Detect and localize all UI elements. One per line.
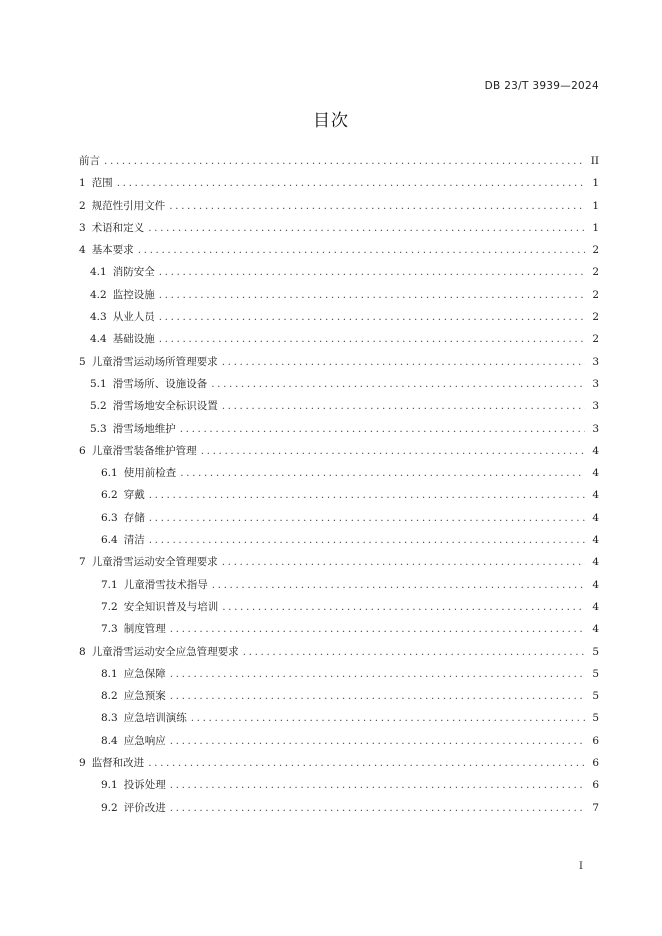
- toc-entry[interactable]: [79, 618, 599, 640]
- toc-leader-dots: [149, 484, 585, 506]
- toc-entry-label: 儿童滑雪运动安全应急管理要求: [91, 645, 239, 658]
- toc-leader-dots: [138, 239, 585, 261]
- toc-entry-number: 6: [79, 444, 86, 457]
- toc-entry-page: 7: [592, 801, 599, 814]
- toc-entry[interactable]: [79, 596, 599, 618]
- toc-entry-page: 5: [592, 645, 599, 658]
- table-of-contents: [79, 150, 599, 819]
- toc-entry-page: 4: [592, 511, 599, 524]
- toc-entry[interactable]: [79, 306, 599, 328]
- toc-leader-dots: [211, 373, 585, 395]
- toc-entry-number: 8.1: [101, 667, 118, 680]
- toc-leader-dots: [201, 440, 585, 462]
- toc-entry[interactable]: [79, 172, 599, 194]
- toc-entry-number: 4.2: [90, 288, 107, 301]
- toc-entry-page: 6: [592, 734, 599, 747]
- toc-leader-dots: [170, 730, 585, 752]
- toc-entry-label: 使用前检查: [123, 467, 177, 480]
- toc-entry-number: 9: [79, 757, 86, 770]
- toc-entry-page: 3: [592, 400, 599, 413]
- toc-leader-dots: [191, 707, 585, 729]
- toc-entry-label: 滑雪场所、设施设备: [112, 377, 208, 390]
- toc-entry-label: 应急保障: [123, 667, 166, 680]
- toc-entry[interactable]: [79, 774, 599, 796]
- toc-entry[interactable]: [79, 551, 599, 573]
- toc-entry-label: 基础设施: [112, 333, 155, 346]
- toc-leader-dots: [159, 284, 585, 306]
- toc-entry-number: 6.4: [101, 534, 118, 547]
- toc-entry-page: 4: [592, 444, 599, 457]
- toc-entry-number: 6.2: [101, 489, 118, 502]
- toc-leader-dots: [117, 172, 585, 194]
- toc-entry[interactable]: [79, 373, 599, 395]
- toc-entry-number: 1: [79, 177, 86, 190]
- toc-entry[interactable]: [79, 217, 599, 239]
- toc-entry-number: 4.4: [90, 333, 107, 346]
- toc-entry-number: 9.2: [101, 801, 118, 814]
- toc-entry-number: 4: [79, 244, 86, 257]
- toc-leader-dots: [159, 328, 585, 350]
- toc-entry-page: 2: [592, 288, 599, 301]
- toc-entry[interactable]: [79, 507, 599, 529]
- toc-entry-label: 投诉处理: [123, 779, 166, 792]
- toc-entry-page: 2: [592, 311, 599, 324]
- toc-entry-label: 应急预案: [123, 690, 166, 703]
- toc-entry[interactable]: [79, 730, 599, 752]
- toc-entry-number: 9.1: [101, 779, 118, 792]
- toc-entry[interactable]: [79, 239, 599, 261]
- toc-entry-label: 儿童滑雪装备维护管理: [91, 444, 197, 457]
- toc-entry-label: 儿童滑雪技术指导: [123, 578, 208, 591]
- toc-entry-page: II: [590, 155, 599, 167]
- toc-entry-label: 儿童滑雪运动安全管理要求: [91, 556, 218, 569]
- toc-entry-label: 规范性引用文件: [91, 199, 166, 212]
- toc-entry-label: 穿戴: [123, 489, 145, 502]
- toc-leader-dots: [169, 195, 585, 217]
- toc-leader-dots: [180, 418, 585, 440]
- toc-entry-label: 评价改进: [123, 801, 166, 814]
- toc-entry-number: 8.2: [101, 690, 118, 703]
- toc-entry[interactable]: [79, 641, 599, 663]
- toc-leader-dots: [222, 395, 585, 417]
- toc-entry-number: 7: [79, 556, 86, 569]
- toc-entry-page: 1: [592, 177, 599, 190]
- toc-entry[interactable]: [79, 685, 599, 707]
- toc-leader-dots: [222, 551, 585, 573]
- toc-entry-label: 基本要求: [91, 244, 134, 257]
- toc-entry-page: 5: [592, 690, 599, 703]
- toc-entry-page: 3: [592, 377, 599, 390]
- toc-entry-page: 6: [592, 757, 599, 770]
- toc-entry-page: 1: [592, 199, 599, 212]
- toc-entry-number: 3: [79, 221, 86, 234]
- toc-entry-page: 4: [592, 467, 599, 480]
- page-title: 目次: [313, 111, 349, 131]
- toc-entry-page: 4: [592, 534, 599, 547]
- toc-entry[interactable]: [79, 484, 599, 506]
- toc-entry-label: 安全知识普及与培训: [123, 600, 219, 613]
- toc-entry[interactable]: [79, 418, 599, 440]
- toc-entry-page: 3: [592, 355, 599, 368]
- toc-leader-dots: [148, 752, 585, 774]
- toc-entry-page: 5: [592, 712, 599, 725]
- toc-entry-number: 6.1: [101, 467, 118, 480]
- toc-entry-page: 4: [592, 489, 599, 502]
- toc-entry-page: 2: [592, 244, 599, 257]
- toc-entry[interactable]: [79, 797, 599, 819]
- toc-entry-page: 4: [592, 578, 599, 591]
- toc-entry-number: 7.3: [101, 623, 118, 636]
- toc-entry-label: 从业人员: [112, 311, 155, 324]
- page-number: I: [578, 860, 583, 872]
- toc-entry-page: 5: [592, 667, 599, 680]
- toc-entry-page: 2: [592, 266, 599, 279]
- toc-entry-label: 清洁: [123, 534, 145, 547]
- toc-leader-dots: [212, 574, 585, 596]
- toc-leader-dots: [222, 351, 585, 373]
- toc-leader-dots: [149, 507, 585, 529]
- toc-entry-page: 6: [592, 779, 599, 792]
- toc-entry-number: 5.3: [90, 422, 107, 435]
- toc-entry-page: 3: [592, 422, 599, 435]
- toc-entry-number: 7.1: [101, 578, 118, 591]
- toc-leader-dots: [170, 685, 585, 707]
- toc-entry-label: 消防安全: [112, 266, 155, 279]
- toc-entry-label: 范围: [91, 177, 113, 190]
- toc-entry-number: 5.1: [90, 377, 107, 390]
- toc-leader-dots: [149, 529, 585, 551]
- toc-entry[interactable]: [79, 462, 599, 484]
- toc-leader-dots: [159, 261, 585, 283]
- toc-entry-number: 5: [79, 355, 86, 368]
- toc-leader-dots: [170, 774, 585, 796]
- toc-entry-number: 4.1: [90, 266, 107, 279]
- toc-entry[interactable]: [79, 261, 599, 283]
- toc-entry-label: 监控设施: [112, 288, 155, 301]
- toc-entry-label: 滑雪场地安全标识设置: [112, 400, 218, 413]
- toc-entry[interactable]: [79, 440, 599, 462]
- toc-leader-dots: [159, 306, 585, 328]
- toc-entry-number: 6.3: [101, 511, 118, 524]
- toc-entry[interactable]: [79, 663, 599, 685]
- toc-entry[interactable]: [79, 752, 599, 774]
- toc-leader-dots: [148, 217, 585, 239]
- toc-entry[interactable]: [79, 574, 599, 596]
- toc-entry[interactable]: [79, 150, 599, 172]
- toc-leader-dots: [170, 663, 585, 685]
- toc-entry[interactable]: [79, 195, 599, 217]
- toc-entry[interactable]: [79, 529, 599, 551]
- toc-leader-dots: [222, 596, 585, 618]
- toc-entry-label: 应急响应: [123, 734, 166, 747]
- toc-entry-number: 7.2: [101, 600, 118, 613]
- toc-leader-dots: [170, 618, 585, 640]
- toc-entry-page: 4: [592, 600, 599, 613]
- toc-leader-dots: [104, 150, 585, 172]
- toc-entry-page: 4: [592, 623, 599, 636]
- toc-entry-page: 1: [592, 221, 599, 234]
- toc-entry-number: 8.3: [101, 712, 118, 725]
- toc-entry[interactable]: [79, 284, 599, 306]
- toc-entry[interactable]: [79, 395, 599, 417]
- toc-entry[interactable]: [79, 707, 599, 729]
- toc-entry-label: 滑雪场地维护: [112, 422, 176, 435]
- toc-leader-dots: [243, 641, 585, 663]
- toc-entry-label: 术语和定义: [91, 221, 145, 234]
- toc-entry[interactable]: [79, 328, 599, 350]
- toc-entry-label: 监督和改进: [91, 757, 145, 770]
- toc-entry-number: 5.2: [90, 400, 107, 413]
- toc-entry-label: 儿童滑雪运动场所管理要求: [91, 355, 218, 368]
- document-code: DB 23/T 3939—2024: [484, 80, 599, 92]
- toc-entry-number: 8.4: [101, 734, 118, 747]
- toc-entry-label: 制度管理: [123, 623, 166, 636]
- toc-entry-number: 4.3: [90, 311, 107, 324]
- toc-leader-dots: [180, 462, 585, 484]
- toc-entry-page: 2: [592, 333, 599, 346]
- toc-entry-label: 前言: [79, 155, 100, 167]
- toc-entry-label: 存储: [123, 511, 145, 524]
- toc-entry-page: 4: [592, 556, 599, 569]
- toc-entry-number: 8: [79, 645, 86, 658]
- toc-entry-number: 2: [79, 199, 86, 212]
- toc-entry[interactable]: [79, 351, 599, 373]
- toc-entry-label: 应急培训演练: [123, 712, 187, 725]
- toc-leader-dots: [170, 797, 585, 819]
